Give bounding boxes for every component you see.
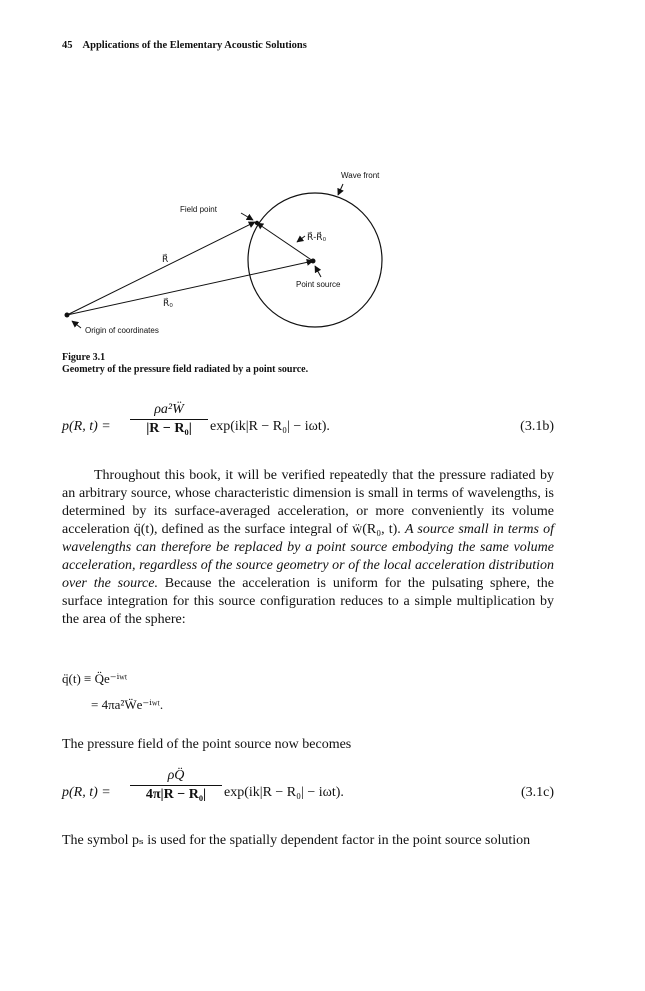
caption-text: Geometry of the pressure field radiated by a point source. (62, 364, 309, 375)
paragraph-volume-acceleration (62, 467, 554, 629)
eq-3-1c-fraction (130, 768, 222, 803)
eq-3-1c-numerator: ρQ̈ (167, 768, 185, 783)
origin-pointer (72, 321, 81, 328)
figure-3-1 (55, 160, 385, 345)
paragraph-pressure-field: The pressure field of the point source now becomes (62, 737, 352, 752)
figure-caption (62, 352, 308, 376)
origin-point (65, 313, 70, 318)
eq-3-1c-tag: (3.1c) (520, 785, 554, 800)
eq-3-1b-rhs: exp(ik|R − R₀| − iωt). (210, 419, 330, 434)
point-source-arrow (315, 266, 321, 277)
r-minus-r0-pointer (297, 236, 305, 242)
fraction-bar (130, 419, 208, 420)
r0-vector-label: R⃗₀ (163, 298, 173, 308)
r-vector-label: R⃗ (162, 254, 169, 264)
r-minus-r0-label: R⃗-R⃗₀ (307, 232, 327, 242)
r0-vector (67, 261, 313, 315)
wave-front-arrow (338, 184, 343, 195)
field-point-label: Field point (180, 205, 217, 214)
caption-label: Figure 3.1 (62, 352, 106, 363)
eq-3-1b-tag: (3.1b) (520, 419, 554, 434)
eq-3-1c-denominator: 4π|R − R₀| (145, 787, 207, 802)
eq-3-1c-rhs: exp(ik|R − R₀| − iωt). (224, 785, 344, 800)
paragraph-spatial-factor: The symbol pₛ is used for the spatially dependent factor in the point source solution (62, 833, 531, 848)
equation-3-1c (62, 768, 554, 812)
eq-3-1b-denominator: |R − R₀| (146, 421, 192, 436)
page-number: 45 (62, 40, 73, 51)
wave-front-label: Wave front (341, 171, 380, 180)
paragraph1-plain1: Throughout this book, it will be verified repeatedly that the pressure radiated by an arbitrary source, whose characteristic dimension is small in terms of wavelengths, is determined by its surface-averaged acceleration, or more conveniently its volume acceleration q̈(t), defined as the surface integral of ẅ(R₀, t). (62, 468, 554, 537)
r-vector (67, 222, 255, 315)
paragraph1-italic: A source small in terms of wavelengths can therefore be replaced by a point source embodying the same volume acceleration, regardless of the source geometry or of the local acceleration distribution over the source. (62, 522, 555, 591)
eq-3-1b-numerator: ρa²Ẅ (154, 402, 184, 417)
point-source-label: Point source (296, 280, 341, 289)
point-source-dot (311, 259, 316, 264)
paragraph1-plain2: Because the acceleration is uniform for the pulsating sphere, the surface integration for this source configuration reduces to a simple multiplication by the area of the sphere: (62, 576, 554, 627)
equation-q-line2: = 4πa²Ẅe⁻ⁱʷᵗ. (91, 697, 164, 712)
chapter-title: Applications of the Elementary Acoustic Solutions (82, 40, 307, 51)
field-point-dot (255, 221, 259, 225)
origin-label: Origin of coordinates (85, 326, 159, 335)
field-point-arrow (241, 213, 253, 220)
eq-3-1b-fraction (130, 402, 208, 437)
r-minus-r0-vector (257, 223, 313, 261)
equation-q-line1: q̈(t) ≡ Q̈e⁻ⁱʷᵗ (62, 671, 128, 686)
eq-3-1c-lhs: p(R, t) = (62, 785, 111, 800)
page-header (62, 40, 307, 51)
eq-3-1b-lhs: p(R, t) = (62, 419, 111, 434)
equation-3-1b (62, 402, 554, 446)
fraction-bar (130, 785, 222, 786)
